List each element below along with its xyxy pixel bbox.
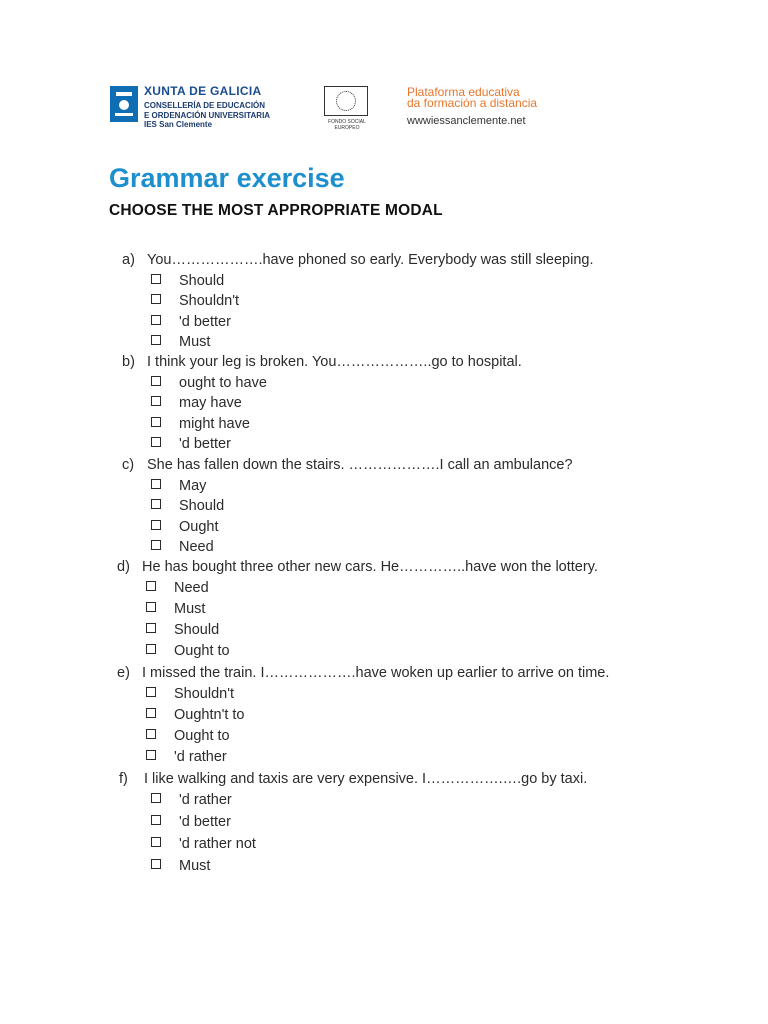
- org-line-2: E ORDENACIÓN UNIVERSITARIA: [144, 110, 271, 120]
- option-label: Need: [174, 579, 209, 596]
- question-text: I think your leg is broken. You………………..go to hospital.: [147, 354, 522, 370]
- option-label: 'd better: [179, 313, 231, 330]
- question-2: [122, 354, 522, 370]
- answer-option[interactable]: [151, 792, 232, 808]
- page-subtitle: CHOOSE THE MOST APPROPRIATE MODAL: [109, 202, 443, 219]
- checkbox-icon[interactable]: [151, 837, 161, 847]
- checkbox-icon[interactable]: [151, 815, 161, 825]
- answer-option[interactable]: [151, 395, 242, 411]
- eu-line-2: EUROPEO: [334, 125, 360, 131]
- answer-option[interactable]: [151, 416, 250, 432]
- checkbox-icon[interactable]: [146, 644, 156, 654]
- checkbox-icon[interactable]: [151, 540, 161, 550]
- answer-option[interactable]: [151, 814, 231, 830]
- answer-option[interactable]: [151, 273, 224, 289]
- question-text: You……………….have phoned so early. Everybody was still sleeping.: [147, 252, 594, 268]
- option-label: Must: [179, 858, 211, 875]
- checkbox-icon[interactable]: [151, 335, 161, 345]
- question-3: [122, 457, 573, 473]
- answer-option[interactable]: [146, 601, 205, 617]
- question-label: e): [117, 665, 130, 681]
- checkbox-icon[interactable]: [151, 274, 161, 284]
- question-label: f): [119, 771, 128, 787]
- option-label: 'd rather: [179, 791, 232, 808]
- platform-line-1: Plataforma educativa: [407, 85, 520, 99]
- option-label: Need: [179, 539, 214, 556]
- option-label: Should: [179, 498, 225, 515]
- option-label: Ought: [179, 518, 219, 535]
- option-label: Must: [179, 334, 211, 351]
- option-label: Oughtn't to: [174, 706, 245, 723]
- question-6: [119, 771, 587, 787]
- checkbox-icon[interactable]: [146, 623, 156, 633]
- answer-option[interactable]: [151, 539, 214, 555]
- answer-option[interactable]: [146, 643, 230, 659]
- answer-option[interactable]: [151, 436, 231, 452]
- answer-option[interactable]: [146, 686, 234, 702]
- option-label: Shouldn't: [179, 293, 240, 310]
- xunta-emblem-icon: [110, 86, 138, 122]
- answer-option[interactable]: [146, 580, 209, 596]
- option-label: Should: [179, 272, 225, 289]
- question-1: [122, 252, 594, 268]
- answer-option[interactable]: [151, 375, 267, 391]
- checkbox-icon[interactable]: [146, 581, 156, 591]
- option-label: Shouldn't: [174, 685, 235, 702]
- option-label: ought to have: [179, 374, 267, 391]
- checkbox-icon[interactable]: [151, 417, 161, 427]
- option-label: 'd rather not: [179, 835, 256, 852]
- option-label: Should: [174, 622, 220, 639]
- checkbox-icon[interactable]: [151, 520, 161, 530]
- question-label: d): [117, 559, 130, 575]
- option-label: Ought to: [174, 643, 230, 660]
- checkbox-icon[interactable]: [151, 376, 161, 386]
- xunta-logo-block: [108, 84, 308, 136]
- checkbox-icon[interactable]: [151, 859, 161, 869]
- checkbox-icon[interactable]: [146, 687, 156, 697]
- checkbox-icon[interactable]: [151, 315, 161, 325]
- answer-option[interactable]: [146, 728, 230, 744]
- answer-option[interactable]: [146, 707, 244, 723]
- checkbox-icon[interactable]: [151, 437, 161, 447]
- org-line-3: IES San Clemente: [144, 120, 213, 129]
- option-label: May: [179, 477, 207, 494]
- eu-flag-icon: [324, 86, 368, 116]
- question-label: c): [122, 457, 135, 473]
- checkbox-icon[interactable]: [146, 750, 156, 760]
- website-text: wwwiessanclemente.net: [407, 115, 526, 127]
- answer-option[interactable]: [151, 498, 224, 514]
- checkbox-icon[interactable]: [151, 793, 161, 803]
- checkbox-icon[interactable]: [151, 479, 161, 489]
- org-line-1: CONSELLERÍA DE EDUCACIÓN: [144, 101, 266, 110]
- answer-option[interactable]: [151, 858, 210, 874]
- answer-option[interactable]: [151, 836, 256, 852]
- header-logos: [108, 84, 558, 136]
- checkbox-icon[interactable]: [146, 708, 156, 718]
- eu-caption: [324, 119, 370, 131]
- option-label: may have: [179, 395, 242, 412]
- answer-option[interactable]: [151, 293, 239, 309]
- option-label: 'd better: [179, 436, 231, 453]
- org-subtitle: [144, 101, 314, 130]
- question-5: [117, 665, 609, 681]
- question-4: [117, 559, 598, 575]
- org-title: XUNTA DE GALICIA: [144, 84, 262, 98]
- option-label: Ought to: [174, 728, 230, 745]
- answer-option[interactable]: [146, 749, 227, 765]
- page-title: Grammar exercise: [109, 163, 345, 193]
- checkbox-icon[interactable]: [146, 602, 156, 612]
- answer-option[interactable]: [146, 622, 219, 638]
- platform-line-2: da formación a distancia: [407, 96, 538, 110]
- eu-line-1: FONDO SOCIAL: [328, 119, 366, 125]
- checkbox-icon[interactable]: [151, 499, 161, 509]
- question-label: a): [122, 252, 135, 268]
- question-text: She has fallen down the stairs. ……………….I call an ambulance?: [147, 457, 573, 473]
- checkbox-icon[interactable]: [151, 396, 161, 406]
- question-text: I missed the train. I……………….have woken up earlier to arrive on time.: [142, 665, 610, 681]
- answer-option[interactable]: [151, 478, 206, 494]
- option-label: Must: [174, 600, 206, 617]
- option-label: 'd rather: [174, 749, 227, 766]
- answer-option[interactable]: [151, 519, 219, 535]
- answer-option[interactable]: [151, 334, 210, 350]
- answer-option[interactable]: [151, 314, 231, 330]
- question-text: He has bought three other new cars. He…………..have won the lottery.: [142, 559, 598, 575]
- checkbox-icon[interactable]: [151, 294, 161, 304]
- option-label: 'd better: [179, 813, 231, 830]
- eu-logo-block: [324, 86, 370, 136]
- platform-text: [407, 87, 537, 109]
- option-label: might have: [179, 415, 250, 432]
- question-label: b): [122, 354, 135, 370]
- checkbox-icon[interactable]: [146, 729, 156, 739]
- question-text: I like walking and taxis are very expensive. I…………….….go by taxi.: [144, 771, 588, 787]
